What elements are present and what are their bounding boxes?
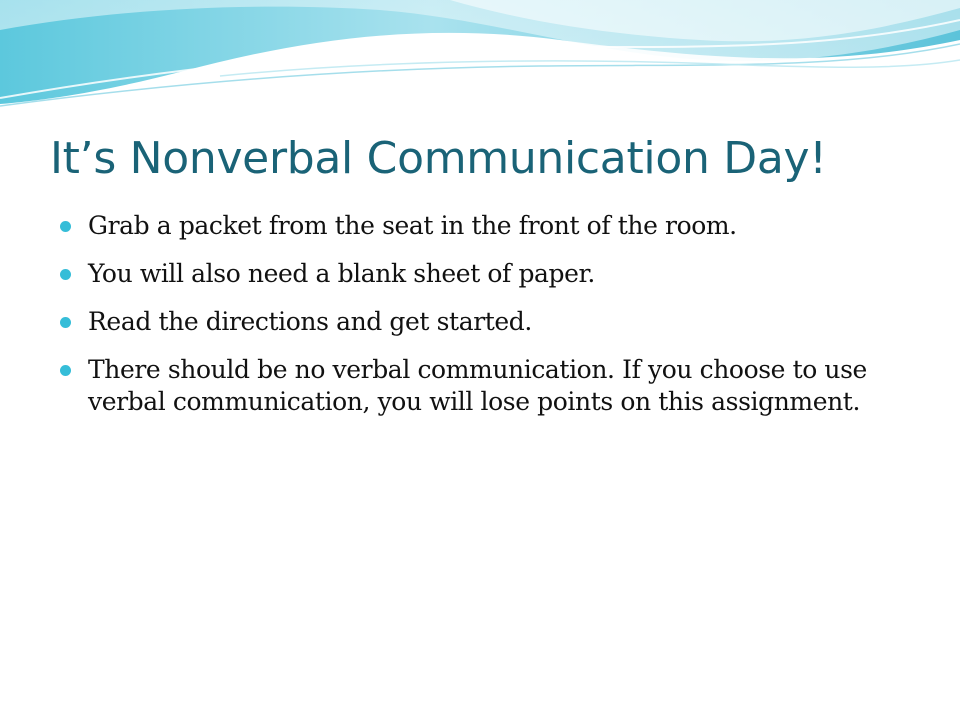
bullet-text: Grab a packet from the seat in the front of the room.: [88, 211, 737, 240]
slide-title: It’s Nonverbal Communication Day!: [50, 133, 827, 184]
bullet-list: [60, 210, 880, 434]
bullet-dot-icon: [60, 317, 71, 328]
bullet-text: There should be no verbal communication. If you choose to use verbal communication, you will lose points on this assignment.: [88, 355, 867, 416]
list-item: [60, 210, 880, 242]
bullet-text: Read the directions and get started.: [88, 307, 532, 336]
list-item: [60, 258, 880, 290]
wave-header-decoration: [0, 0, 960, 120]
bullet-text: You will also need a blank sheet of paper.: [88, 259, 595, 288]
bullet-dot-icon: [60, 269, 71, 280]
list-item: [60, 354, 880, 418]
bullet-dot-icon: [60, 365, 71, 376]
bullet-dot-icon: [60, 221, 71, 232]
list-item: [60, 306, 880, 338]
